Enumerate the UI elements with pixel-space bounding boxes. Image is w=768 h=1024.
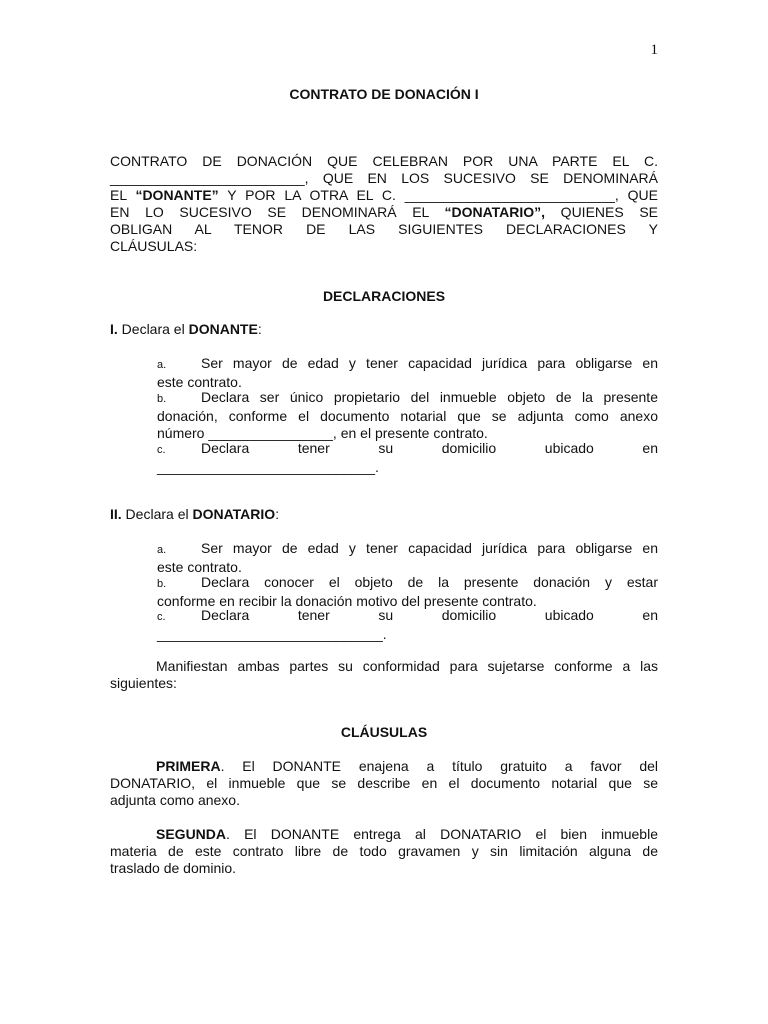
clause-segunda (110, 826, 658, 877)
clause-label: PRIMERA (156, 758, 221, 774)
clause-line: materia de este contrato libre de todo gravamen y sin limitación alguna de (110, 843, 658, 859)
item-line: este contrato. (157, 559, 242, 575)
item-text: Declara ser único propietario del inmueble objeto de la presente (201, 389, 658, 405)
item-marker: b. (157, 578, 167, 590)
item-text: Declara conocer el objeto de la presente donación y estar (201, 574, 658, 590)
item-marker: a. (157, 359, 167, 371)
section-1-heading (110, 321, 658, 338)
declaration-item (157, 440, 658, 476)
clause-text: . El DONANTE enajena a título gratuito a favor del (220, 758, 658, 774)
item-line: donación, conforme el documento notarial que se adjunta como anexo (157, 408, 658, 424)
section-number: I. (110, 321, 118, 337)
declaration-item (157, 574, 658, 610)
intro-paragraph (110, 153, 658, 255)
intro-line: OBLIGAN AL TENOR DE LAS SIGUIENTES DECLARACIONES Y (110, 221, 658, 237)
intro-line (110, 204, 658, 221)
donante-term: “DONANTE” (135, 187, 219, 203)
clause-primera (110, 758, 658, 809)
item-line (157, 355, 658, 374)
section-colon: : (275, 506, 280, 522)
intro-line: CLÁUSULAS: (110, 238, 198, 254)
declaration-item (157, 355, 658, 391)
intro-text: Y POR LA OTRA EL C. ___________________________, QUE (218, 187, 658, 203)
item-line (157, 607, 658, 626)
item-marker: b. (157, 393, 167, 405)
item-line (157, 440, 658, 459)
section-number: II. (110, 506, 122, 522)
intro-text: QUIENES SE (545, 204, 658, 220)
clause-line: adjunta como anexo. (110, 792, 240, 808)
clause-line: DONATARIO, el inmueble que se describe en el documento notarial que se (110, 775, 658, 791)
clause-line: traslado de dominio. (110, 860, 237, 876)
clause-line (110, 758, 658, 775)
donatario-term: “DONATARIO”, (444, 204, 546, 220)
document-title: CONTRATO DE DONACIÓN I (289, 86, 479, 102)
paragraph-line (110, 658, 658, 675)
item-text: Declara tener su domicilio ubicado en (201, 607, 658, 623)
declaraciones-heading: DECLARACIONES (322, 288, 446, 304)
section-colon: : (257, 321, 262, 337)
clause-label: SEGUNDA (156, 826, 227, 842)
section-text: Declara el (117, 321, 189, 337)
item-line: ____________________________. (157, 459, 379, 475)
item-line: número ________________, en el presente contrato. (157, 425, 488, 441)
declaration-item (157, 389, 658, 442)
clause-line (110, 826, 658, 843)
item-line: conforme en recibir la donación motivo del presente contrato. (157, 593, 537, 609)
intro-line (110, 187, 658, 204)
declaration-item (157, 607, 658, 643)
section-party: DONATARIO (192, 506, 276, 522)
section-party: DONANTE (188, 321, 258, 337)
item-line: _____________________________. (157, 626, 387, 642)
paragraph-text: Manifiestan ambas partes su conformidad para sujetarse conforme a las (156, 658, 658, 674)
item-text: Ser mayor de edad y tener capacidad jurídica para obligarse en (201, 355, 658, 371)
intro-line: _________________________, QUE EN LOS SUCESIVO SE DENOMINARÁ (110, 170, 658, 186)
clause-text: . El DONANTE entrega al DONATARIO el bien inmueble (226, 826, 658, 842)
manifiestan-paragraph (110, 658, 658, 692)
item-text: Declara tener su domicilio ubicado en (201, 440, 658, 456)
page-number: 1 (650, 42, 658, 58)
item-line (157, 540, 658, 559)
section-text: Declara el (121, 506, 193, 522)
item-text: Ser mayor de edad y tener capacidad jurídica para obligarse en (201, 540, 658, 556)
declaration-item (157, 540, 658, 576)
item-line (157, 389, 658, 408)
intro-line: CONTRATO DE DONACIÓN QUE CELEBRAN POR UNA PARTE EL C. (110, 153, 658, 169)
intro-text: EL (110, 187, 136, 203)
item-marker: c. (157, 444, 166, 456)
clausulas-heading: CLÁUSULAS (340, 724, 428, 740)
item-line: este contrato. (157, 374, 242, 390)
intro-text: EN LO SUCESIVO SE DENOMINARÁ EL (110, 204, 445, 220)
section-2-heading (110, 506, 658, 523)
item-marker: a. (157, 544, 167, 556)
paragraph-line: siguientes: (110, 675, 177, 691)
item-marker: c. (157, 611, 166, 623)
item-line (157, 574, 658, 593)
